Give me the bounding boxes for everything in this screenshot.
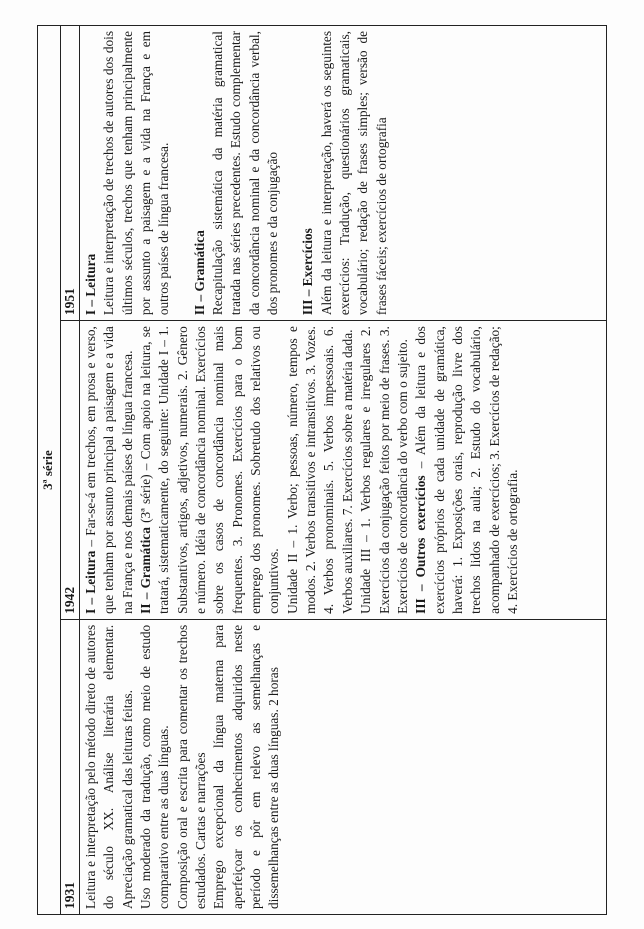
heading-1951-gramatica: II – Gramática	[191, 230, 207, 316]
cell-1951	[80, 26, 607, 321]
text-1942-exercicios: – Além da leitura e dos exercícios próprios de cada unidade de gramática, haverá: 1. Exposições orais, reprodução livre dos trechos lidos na aula; 2. Estudo do vocabulário, acompanhado de exercícios; 3. Exercícios de redação; 4. Exercícios de ortografia.	[413, 326, 520, 614]
serie-header-row	[38, 26, 61, 915]
serie-title: 3ª série	[38, 26, 61, 915]
text-1942-gramatica: (3ª série) – Com apoio na leitura, se tratará, sistematicamente, do seguinte: Unidade I – 1. Substantivos, artigos, adjetivos, numerais. 2. Gênero e número. Idéia de concordância nominal. Exercícios sobre os casos de concordância nominal mais frequentes. 3. Pronomes. Exercícios para o bom emprego dos pronomes. Sobretudo dos relativos ou conjuntivos.	[138, 326, 282, 614]
heading-1942-exercicios: III – Outros exercícios	[413, 475, 429, 614]
text-1951-exercicios: Além da leitura e interpretação, haverá os seguintes exercícios: Tradução, questionários gramaticais, vocabulário; redação de frases simples; versão de frases fáceis; exercícios de ortografia	[318, 31, 389, 316]
section-1942-leitura	[82, 326, 137, 614]
heading-1951-leitura: I – Leitura	[83, 253, 98, 316]
section-1942-gramatica	[137, 326, 284, 614]
text-1951-gramatica: Recapitulação sistemática da matéria gramatical tratada nas séries precedentes. Estudo complementar da concordância nominal e da concordância verbal, dos pronomes e da conjugação	[210, 31, 281, 316]
cell-1942	[80, 321, 607, 620]
text-1942-leitura: – Far-se-á em trechos, em prosa e verso, que tenham por assunto principal a paisagem e a vida na França e nos demais países de língua francesa.	[83, 326, 135, 614]
text-1931-p2: Uso moderado da tradução, como meio de estudo comparativo entre as duas línguas.	[138, 624, 172, 909]
text-1951-leitura: Leitura e interpretação de trechos de autores dos dois últimos séculos, trechos que tenham principalmente por assunto a paisagem e a vida na França e em outros países de língua francesa.	[101, 31, 172, 316]
cell-1931	[80, 619, 607, 914]
heading-1942-leitura: I – Leitura	[83, 550, 98, 614]
section-1942-exercicios	[412, 326, 522, 614]
heading-1942-gramatica: II – Gramática	[138, 527, 154, 614]
rotated-table-container	[37, 25, 607, 915]
text-1931-p3: Composição oral e escrita para comentar os trechos estudados. Cartas e narrações	[174, 624, 209, 909]
text-1942-unidade-3: Unidade III – 1. Verbos regulares e irregulares 2. Exercícios da conjugação feitos por meio de frases. 3. Exercícios de concordância do verbo com o sujeito.	[358, 326, 410, 614]
year-1951: 1951	[61, 26, 80, 321]
heading-1951-exercicios: III – Exercícios	[300, 228, 316, 316]
year-1931: 1931	[61, 619, 80, 914]
text-1942-unidade-2: Unidade II – 1. Verbo; pessoas, número, tempos e modos. 2. Verbos transitivos e intransitivos. 3. Vozes. 4. Verbos pronominais. 5. Verbos impessoais. 6. Verbos auxiliares. 7. Exercícios sobre a matéria dada.	[284, 326, 355, 614]
text-1931-p1: Leitura e interpretação pelo método direto de autores do século XX. Análise literária elementar. Apreciação gramatical das leituras feitas.	[83, 624, 135, 909]
year-1942: 1942	[61, 321, 80, 620]
content-row	[80, 26, 607, 915]
year-header-row	[61, 26, 80, 915]
curriculum-table	[37, 25, 607, 915]
text-1931-p4: Emprego excepcional da língua materna para aperfeiçoar os conhecimentos adquiridos neste período e pôr em relevo as semelhanças e dissemelhanças entre as duas línguas. 2 horas	[211, 624, 282, 909]
